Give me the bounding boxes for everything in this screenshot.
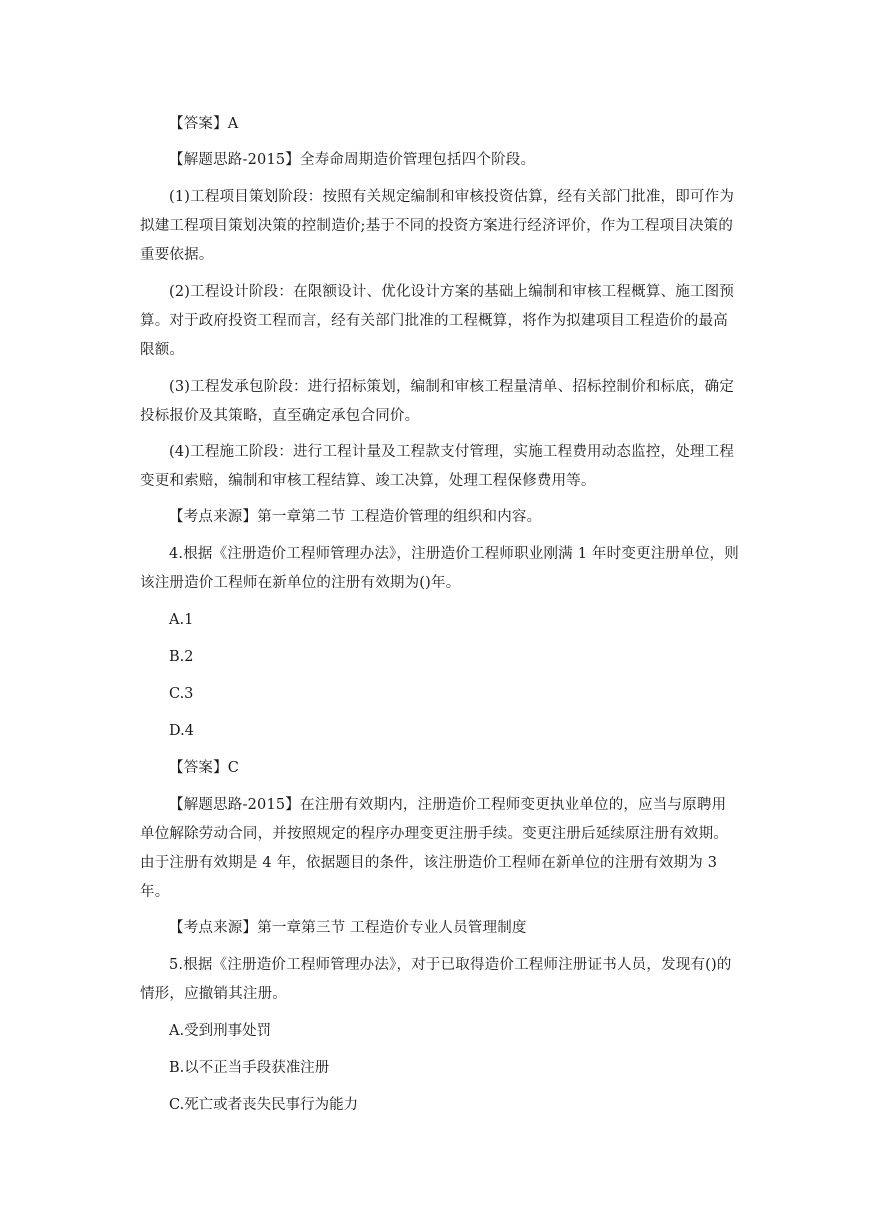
analysis-1: 【解题思路-2015】全寿命周期造价管理包括四个阶段。 [169, 152, 536, 168]
stage-3-paragraph: (3)工程发承包阶段：进行招标策划，编制和审核工程量清单、招标控制价和标底，确定投标报价及其策略，直至确定承包合同价。 [140, 379, 735, 424]
question-5-option-b: B.以不正当手段获准注册 [169, 1060, 330, 1076]
question-5-option-c: C.死亡或者丧失民事行为能力 [169, 1097, 359, 1113]
stage-2-paragraph: (2)工程设计阶段：在限额设计、优化设计方案的基础上编制和审核工程概算、施工图预算。对于政府投资工程而言，经有关部门批准的工程概算，将作为拟建项目工程造价的最高限额。 [140, 284, 735, 358]
analysis-2: 【解题思路-2015】在注册有效期内，注册造价工程师变更执业单位的，应当与原聘用单位解除劳动合同，并按照规定的程序办理变更注册手续。变更注册后延续原注册有效期。由于注册有效期是 4 年，依据题目的条件，该注册造价工程师在新单位的注册有效期为 3 年。 [140, 797, 728, 900]
question-4-option-b: B.2 [169, 649, 194, 665]
source-1: 【考点来源】第一章第二节 工程造价管理的组织和内容。 [169, 509, 542, 525]
stage-4-paragraph: (4)工程施工阶段：进行工程计量及工程款支付管理，实施工程费用动态监控，处理工程变更和索赔，编制和审核工程结算、竣工决算，处理工程保修费用等。 [140, 444, 735, 489]
question-4-option-c: C.3 [169, 686, 194, 702]
answer-1: 【答案】A [169, 116, 239, 132]
answer-2: 【答案】C [169, 760, 240, 776]
question-5-stem: 5.根据《注册造价工程师管理办法》，对于已取得造价工程师注册证书人员，发现有()的情形，应撤销其注册。 [140, 957, 732, 1002]
question-4-stem: 4.根据《注册造价工程师管理办法》，注册造价工程师职业刚满 1 年时变更注册单位，则该注册造价工程师在新单位的注册有效期为()年。 [140, 546, 739, 591]
question-5-option-a: A.受到刑事处罚 [169, 1023, 272, 1039]
question-4-option-a: A.1 [169, 612, 194, 628]
question-4-option-d: D.4 [169, 723, 194, 739]
source-2: 【考点来源】第一章第三节 工程造价专业人员管理制度 [169, 920, 527, 936]
stage-1-paragraph: (1)工程项目策划阶段：按照有关规定编制和审核投资估算，经有关部门批准，即可作为拟建工程项目策划决策的控制造价;基于不同的投资方案进行经济评价，作为工程项目决策的重要依据。 [140, 189, 735, 263]
